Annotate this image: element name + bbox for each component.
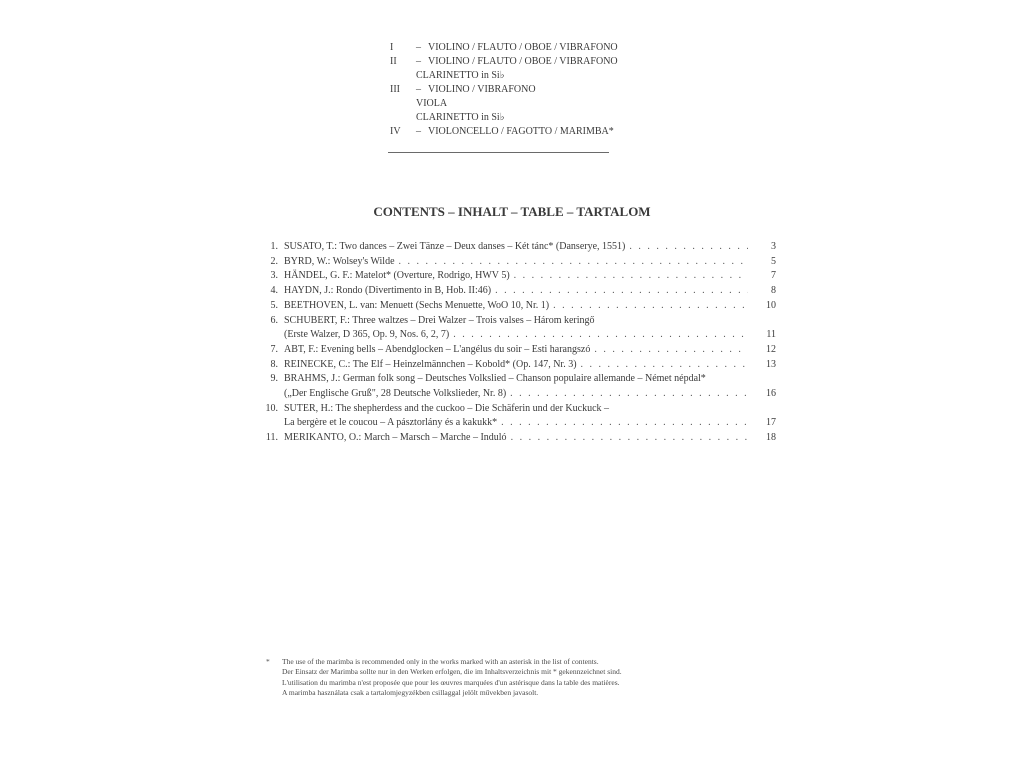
part-number: III [390, 84, 400, 95]
toc-title: BRAHMS, J.: German folk song – Deutsches Volkslied – Chanson populaire allemande – Német népdal* [284, 373, 706, 385]
toc-entry [256, 284, 776, 299]
toc-number: 7. [270, 343, 278, 355]
part-dash: – [416, 126, 421, 137]
part-row [390, 83, 630, 97]
toc-page-number: 7 [771, 270, 776, 282]
toc-title: REINECKE, C.: The Elf – Heinzelmännchen – Kobold* (Op. 147, Nr. 3) [284, 358, 577, 370]
part-instruments: VIOLINO / FLAUTO / OBOE / VIBRAFONO [428, 42, 618, 53]
toc-number: 8. [270, 358, 278, 370]
toc-entry [256, 343, 776, 358]
toc-number: 10. [265, 402, 278, 414]
part-instruments-continued: CLARINETTO in Si♭ [416, 70, 505, 81]
toc-title: ABT, F.: Evening bells – Abendglocken – L'angélus du soir – Esti harangszó [284, 343, 591, 355]
toc-entry [256, 402, 776, 431]
toc-entry [256, 372, 776, 401]
toc-title: MERIKANTO, O.: March – Marsch – Marche – Induló [284, 432, 507, 444]
dot-leader [553, 299, 748, 314]
dot-leader [514, 269, 748, 284]
footnote-line: L'utilisation du marimba n'est proposée que pour les œuvres marquées d'un astérisque dans la table des matières. [282, 677, 620, 687]
dot-leader [510, 387, 748, 402]
toc-page-number: 3 [771, 241, 776, 252]
dot-leader [501, 416, 748, 431]
toc-title: BYRD, W.: Wolsey's Wilde [284, 255, 395, 267]
part-instruments: VIOLINO / VIBRAFONO [428, 84, 536, 95]
footnote-line: The use of the marimba is recommended only in the works marked with an asterisk in the list of contents. [282, 657, 599, 666]
part-row [390, 41, 630, 55]
part-instruments: VIOLONCELLO / FAGOTTO / MARIMBA* [428, 126, 614, 137]
toc-title: HAYDN, J.: Rondo (Divertimento in B, Hob. II:46) [284, 285, 492, 297]
part-instruments: VIOLINO / FLAUTO / OBOE / VIBRAFONO [428, 56, 618, 67]
toc-number: 4. [270, 285, 278, 297]
instrumentation-list [390, 41, 630, 139]
table-of-contents [256, 240, 776, 446]
toc-page-number: 11 [766, 329, 776, 341]
toc-entry [256, 269, 776, 284]
divider-rule [388, 152, 609, 153]
part-instruments-continued: CLARINETTO in Si♭ [416, 112, 505, 123]
toc-number: 11. [265, 432, 278, 444]
footnote [266, 657, 726, 699]
toc-title: SUSATO, T.: Two dances – Zwei Tänze – Deux danses – Két tánc* (Danserye, 1551) [284, 241, 626, 252]
toc-title: BEETHOVEN, L. van: Menuett (Sechs Menuette, WoO 10, Nr. 1) [284, 299, 550, 311]
contents-heading: CONTENTS – INHALT – TABLE – TARTALOM [373, 204, 651, 219]
part-dash: – [416, 56, 421, 67]
part-dash: – [416, 84, 421, 95]
toc-title: HÄNDEL, G. F.: Matelot* (Overture, Rodrigo, HWV 5) [284, 270, 510, 282]
part-number: II [390, 56, 397, 67]
toc-page-number: 17 [766, 417, 776, 429]
part-number: I [390, 42, 394, 53]
toc-page-number: 18 [766, 432, 776, 444]
toc-entry [256, 255, 776, 270]
toc-entry [256, 299, 776, 314]
part-row [390, 125, 630, 139]
footnote-line: Der Einsatz der Marimba sollte nur in den Werken erfolgen, die im Inhaltsverzeichnis mit * gekennzeichnet sind. [282, 667, 622, 677]
dot-leader [399, 255, 748, 270]
toc-title-continued: (Erste Walzer, D 365, Op. 9, Nos. 6, 2, 7) [284, 329, 450, 341]
dot-leader [581, 358, 748, 373]
dot-leader [594, 343, 748, 358]
toc-number: 5. [270, 299, 278, 311]
dot-leader [453, 328, 748, 343]
dot-leader [511, 431, 748, 446]
toc-page-number: 16 [766, 388, 776, 400]
toc-page-number: 8 [771, 285, 776, 297]
part-number: IV [390, 126, 401, 137]
toc-title-continued: La bergère et le coucou – A pásztorlány és a kakukk* [284, 417, 498, 429]
toc-number: 6. [270, 314, 278, 326]
footnote-line: A marimba használata csak a tartalomjegyzékben csillaggal jelölt művekben javasolt. [282, 688, 539, 698]
toc-page-number: 13 [766, 358, 776, 370]
toc-page-number: 10 [766, 299, 776, 311]
dot-leader [629, 240, 748, 255]
footnote-asterisk: * [266, 657, 270, 666]
toc-entry [256, 431, 776, 446]
toc-entry [256, 240, 776, 255]
toc-number: 2. [270, 255, 278, 267]
part-dash: – [416, 42, 421, 53]
toc-page-number: 5 [771, 255, 776, 267]
part-row [390, 55, 630, 69]
toc-title: SCHUBERT, F.: Three waltzes – Drei Walzer – Trois valses – Három keringő [284, 314, 595, 326]
toc-number: 9. [270, 373, 278, 385]
toc-number: 3. [270, 270, 278, 282]
part-instruments-continued: VIOLA [416, 98, 448, 109]
dot-leader [495, 284, 748, 299]
toc-title: SUTER, H.: The shepherdess and the cuckoo – Die Schäferin und der Kuckuck – [284, 402, 610, 414]
toc-entry [256, 358, 776, 373]
toc-title-continued: („Der Englische Gruß", 28 Deutsche Volkslieder, Nr. 8) [284, 388, 507, 400]
toc-entry [256, 314, 776, 343]
toc-page-number: 12 [766, 343, 776, 355]
toc-number: 1. [270, 241, 278, 252]
